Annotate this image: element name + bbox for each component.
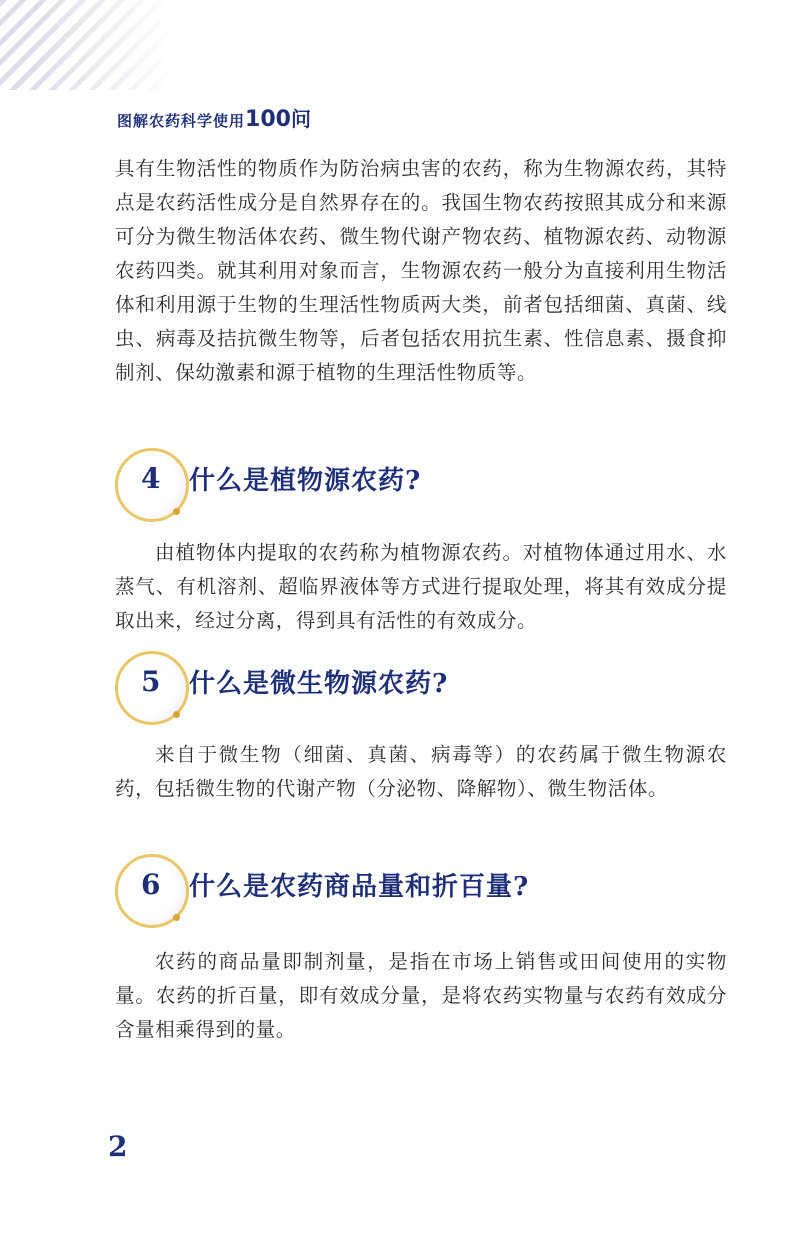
- question-title: 什么是植物源农药?: [189, 466, 422, 496]
- question-number: 5: [141, 665, 161, 698]
- intro-paragraph: 具有生物活性的物质作为防治病虫害的农药，称为生物源农药，其特点是农药活性成分是自然界存在的。我国生物农药按照其成分和来源可分为微生物活体农药、微生物代谢产物农药、植物源农药、动物源农药四类。就其利用对象而言，生物源农药一般分为直接利用生物活体和利用源于生物的生理活性物质两大类，前者包括细菌、真菌、线虫、病毒及拮抗微生物等，后者包括农用抗生素、性信息素、摄食抑制剂、保幼激素和源于植物的生理活性物质等。: [115, 157, 727, 384]
- question-heading-4: [115, 448, 735, 528]
- running-header-number: 100: [245, 107, 291, 132]
- answer-paragraph-5: 来自于微生物（细菌、真菌、病毒等）的农药属于微生物源农药，包括微生物的代谢产物（分泌物、降解物）、微生物活体。: [115, 743, 727, 800]
- running-header: [117, 103, 311, 132]
- question-number: 4: [141, 462, 161, 495]
- running-header-title: 图解农药科学使用: [117, 112, 246, 130]
- question-number: 6: [141, 868, 161, 901]
- answer-paragraph-4: 由植物体内提取的农药称为植物源农药。对植物体通过用水、水蒸气、有机溶剂、超临界液体等方式进行提取处理，将其有效成分提取出来，经过分离，得到具有活性的有效成分。: [115, 541, 727, 632]
- question-heading-5: [115, 651, 735, 731]
- corner-stripe-decoration: [0, 0, 175, 90]
- question-title: 什么是农药商品量和折百量?: [189, 872, 530, 902]
- circle-dot: [173, 711, 180, 718]
- question-title: 什么是微生物源农药?: [189, 669, 449, 699]
- page-number: 2: [108, 1130, 128, 1163]
- circle-dot: [173, 508, 180, 515]
- circle-dot: [173, 914, 180, 921]
- answer-paragraph-6: 农药的商品量即制剂量，是指在市场上销售或田间使用的实物量。农药的折百量，即有效成分量，是将农药实物量与农药有效成分含量相乘得到的量。: [115, 950, 727, 1041]
- running-header-suffix: 问: [290, 107, 311, 131]
- question-heading-6: [115, 854, 735, 934]
